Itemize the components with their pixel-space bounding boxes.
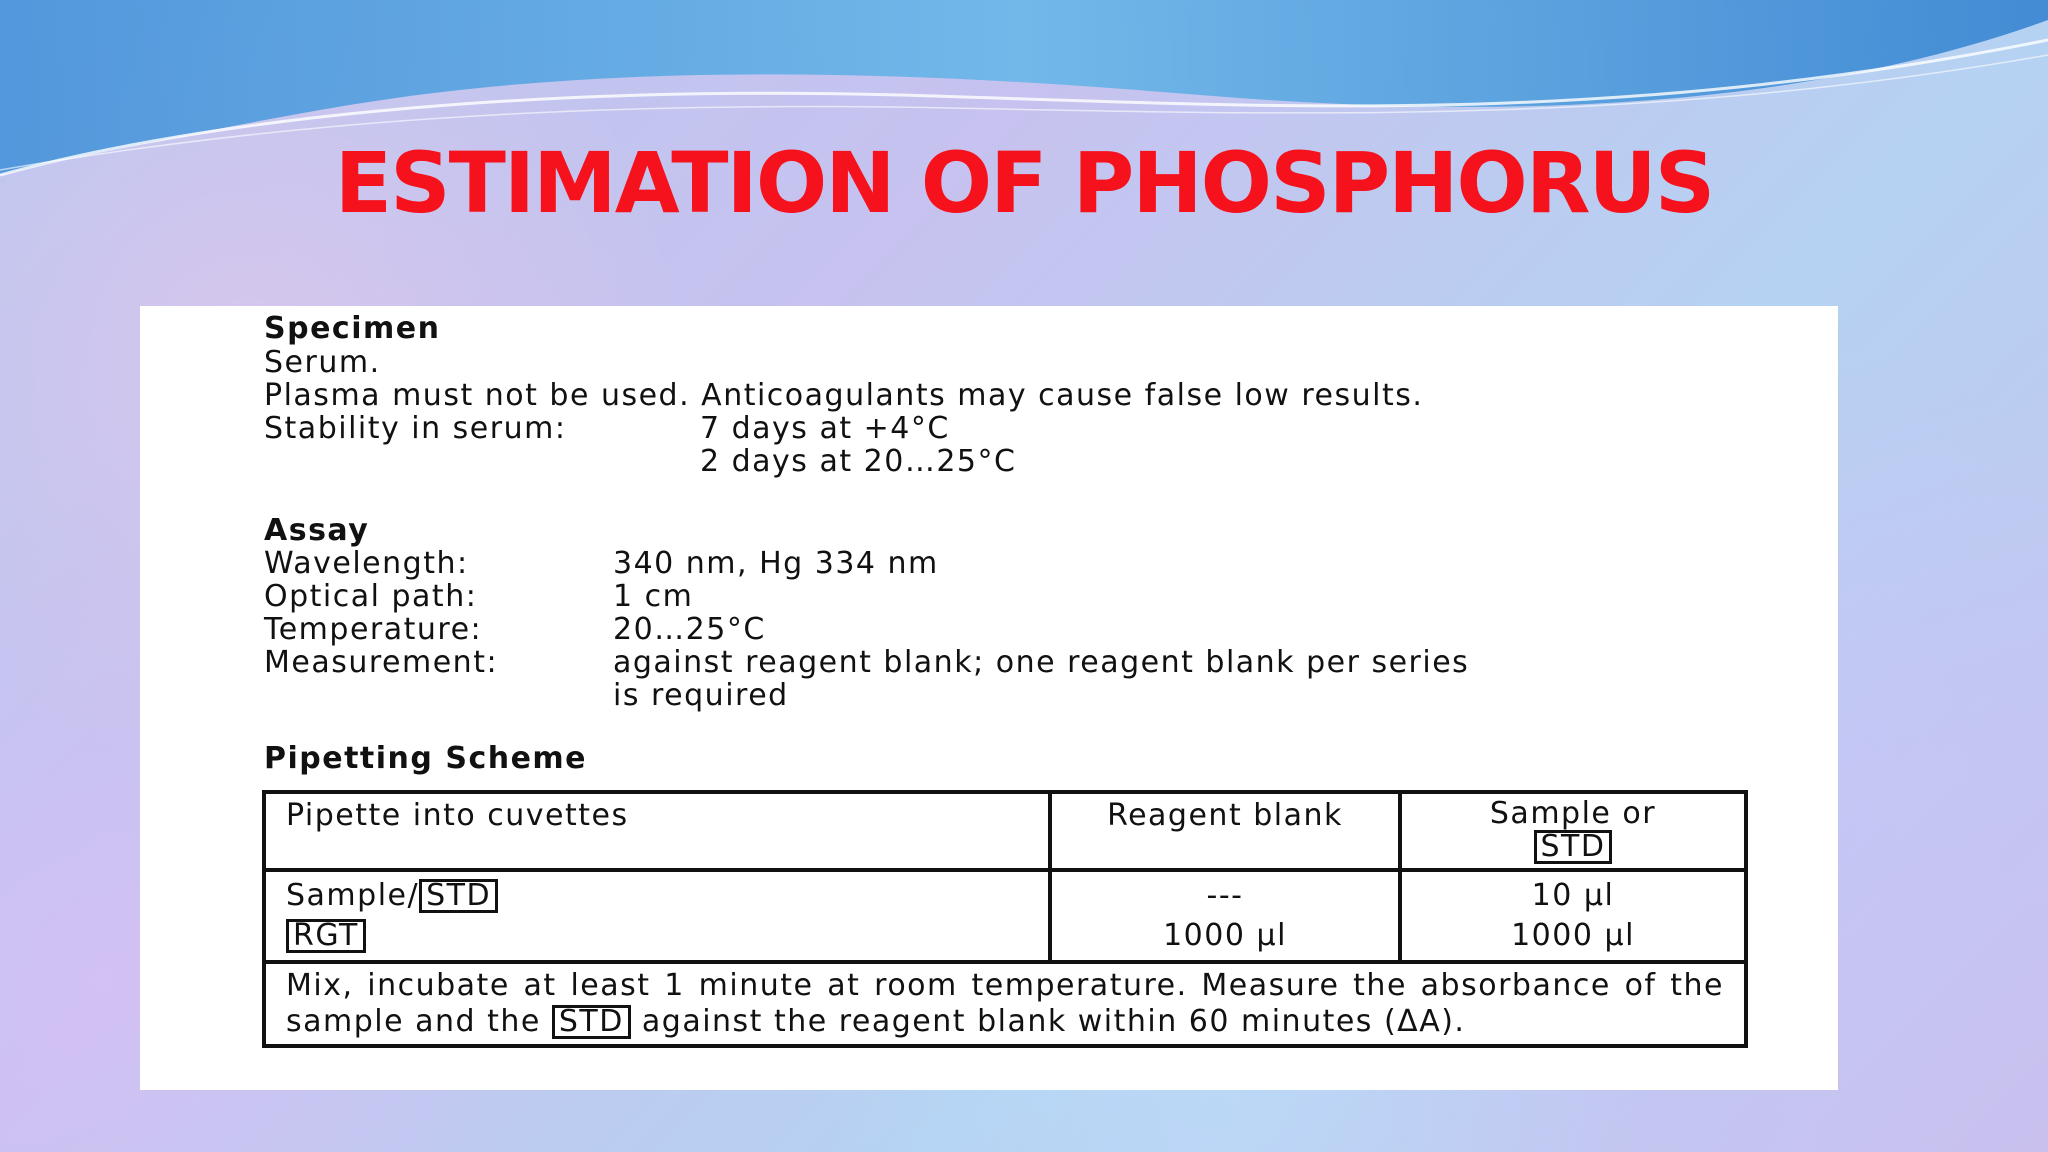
stability-label: Stability in serum:	[264, 411, 567, 446]
assay-label-measurement: Measurement:	[264, 645, 499, 680]
note-text-1: Mix, incubate at least 1 minute at room temperature. Measure the absorbance of the sample and the	[286, 968, 1724, 1039]
sample-label: Sample/	[286, 878, 420, 913]
sample-values-cell	[1400, 870, 1746, 962]
table-row	[264, 870, 1746, 962]
reagent-blank-values-cell	[1050, 870, 1400, 962]
slide-title: ESTIMATION OF PHOSPHORUS	[334, 134, 1714, 232]
row-labels-cell	[264, 870, 1050, 962]
table-header-row	[264, 792, 1746, 870]
pipetting-heading: Pipetting Scheme	[264, 741, 588, 776]
header-col3-line1: Sample or	[1489, 796, 1657, 831]
assay-label-wavelength: Wavelength:	[264, 546, 469, 581]
blank-sample-value: ---	[1206, 878, 1244, 913]
stability-value-2: 2 days at 20…25°C	[700, 444, 1017, 479]
pipetting-table	[262, 790, 1748, 1048]
procedure-note	[264, 962, 1746, 1046]
assay-value-temperature: 20…25°C	[613, 612, 766, 647]
sample-sample-value: 10 µl	[1531, 878, 1615, 913]
document-panel	[140, 306, 1838, 1090]
header-col1-text: Pipette into cuvettes	[286, 798, 629, 833]
std-box: STD	[419, 879, 498, 913]
assay-label-optical-path: Optical path:	[264, 579, 478, 614]
assay-label-temperature: Temperature:	[264, 612, 483, 647]
note-text-2: against the reagent blank within 60 minutes (ΔA).	[641, 1004, 1466, 1039]
blank-rgt-value: 1000 µl	[1163, 918, 1287, 953]
assay-value-optical-path: 1 cm	[613, 579, 694, 614]
specimen-line-serum: Serum.	[264, 345, 381, 380]
std-box: STD	[1534, 830, 1613, 864]
std-box: STD	[552, 1005, 631, 1039]
header-sample-or-std	[1400, 792, 1746, 870]
rgt-box: RGT	[286, 919, 366, 953]
assay-value-wavelength: 340 nm, Hg 334 nm	[613, 546, 939, 581]
header-reagent-blank	[1050, 792, 1400, 870]
specimen-line-plasma: Plasma must not be used. Anticoagulants may cause false low results.	[264, 378, 1424, 413]
assay-value-measurement-cont: is required	[613, 678, 789, 713]
sample-rgt-value: 1000 µl	[1511, 918, 1635, 953]
specimen-heading: Specimen	[264, 311, 441, 346]
header-pipette-into-cuvettes	[264, 792, 1050, 870]
assay-value-measurement: against reagent blank; one reagent blank per series	[613, 645, 1470, 680]
header-col2-text: Reagent blank	[1107, 798, 1343, 833]
stability-value-1: 7 days at +4°C	[700, 411, 950, 446]
assay-heading: Assay	[264, 513, 370, 548]
table-note-row	[264, 962, 1746, 1046]
